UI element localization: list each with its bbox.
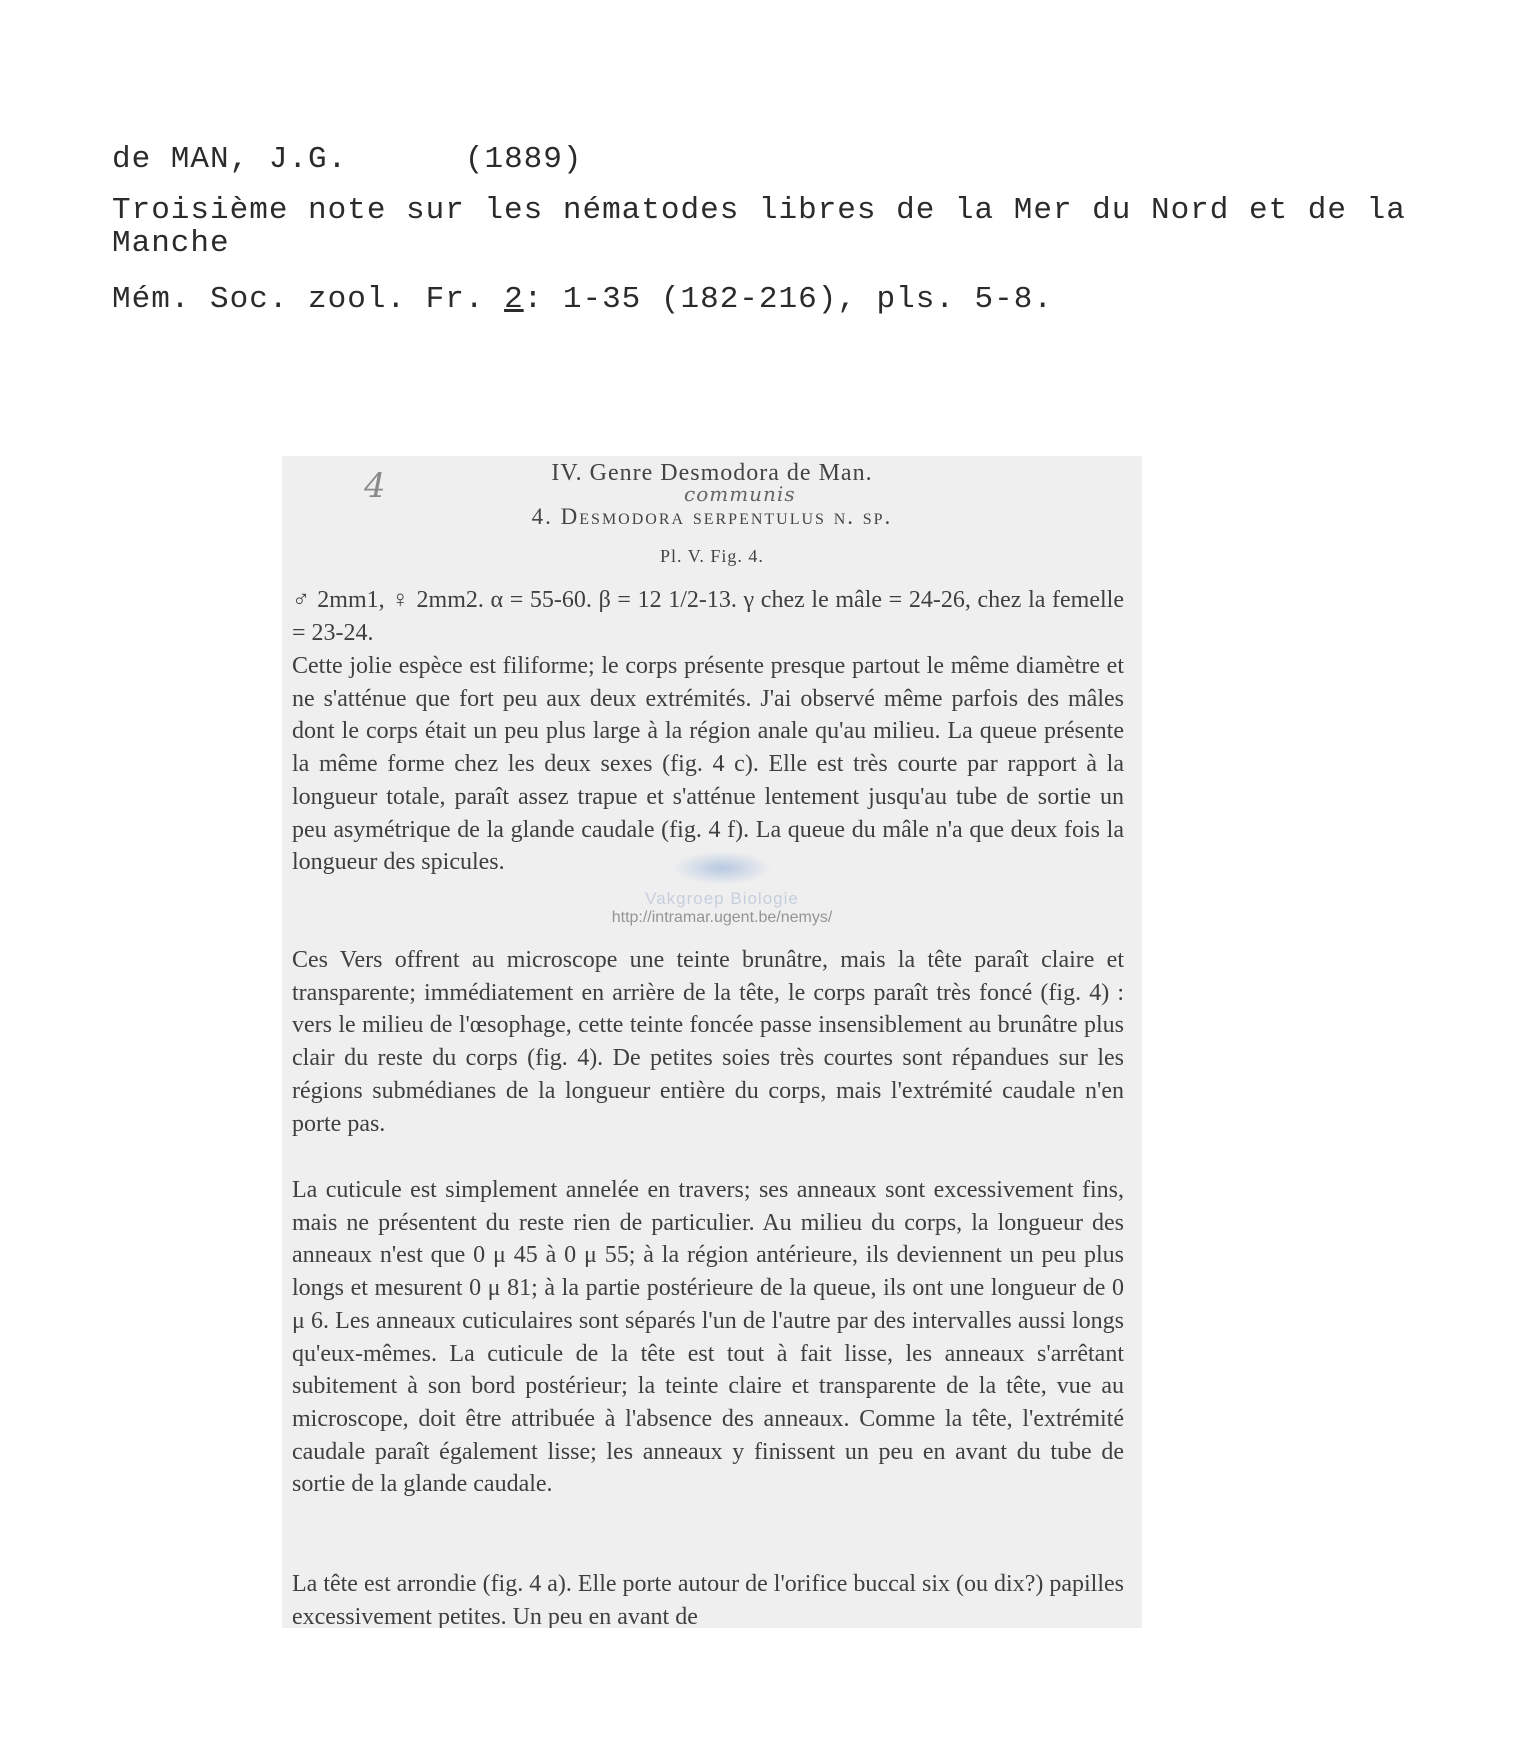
citation-year: (1889) bbox=[464, 142, 583, 177]
handwritten-number: 4 bbox=[364, 466, 386, 506]
paragraph-body-shape: Cette jolie espèce est filiforme; le corps présente presque partout le même diamètre et ne s'atténue que fort peu aux deux extrémités. J'ai observé même parfois des mâles dont le corps était un peu plus large à la région anale qu'au milieu. La queue présente la même forme chez les deux sexes (fig. 4 c). Elle est très courte par rapport à la longueur totale, paraît assez trapue et s'atténue lentement jusqu'au tube de sortie un peu asymétrique de la glande caudale (fig. 4 f). La queue du mâle n'a que deux fois la longueur des spicules. bbox=[292, 653, 1124, 876]
journal-pages: : 1-35 (182-216), pls. 5-8. bbox=[523, 282, 1053, 317]
handwritten-note: communis bbox=[684, 482, 796, 506]
citation-author-year bbox=[112, 142, 583, 177]
citation-journal bbox=[112, 282, 1053, 317]
paragraph-head: La tête est arrondie (fig. 4 a). Elle porte autour de l'orifice buccal six (ou dix?) papilles excessivement petites. Un peu en avant de bbox=[292, 1571, 1124, 1628]
watermark-text: Vakgroep Biologie bbox=[645, 889, 799, 908]
article-clipping bbox=[282, 456, 1142, 1628]
species-heading: 4. Desmodora serpentulus n. sp. bbox=[531, 504, 893, 529]
citation-title-line1: Troisième note sur les nématodes libres de la Mer du Nord et de la bbox=[112, 193, 1406, 228]
paragraph-cuticle: La cuticule est simplement annelée en travers; ses anneaux sont excessivement fins, mais ne présentent du reste rien de particulier. Au milieu du corps, la longueur des anneaux n'est que 0 μ 45 à 0 μ 55; à la région antérieure, ils deviennent un peu plus longs et mesurent 0 μ 81; à la partie postérieure de la queue, ils ont une longueur de 0 μ 6. Les anneaux cuticulaires sont séparés l'un de l'autre par des intervalles aussi longs qu'eux-mêmes. La cuticule de la tête est tout à fait lisse, les anneaux s'arrêtant subitement à son bord postérieur; la teinte claire et transparente de la tête, vue au microscope, doit être attribuée à l'absence des anneaux. Comme la tête, l'extrémité caudale paraît également lisse; les anneaux y finissent un peu en avant du tube de sortie de la glande caudale. bbox=[292, 1177, 1124, 1498]
paragraph-measurements: ♂ 2mm1, ♀ 2mm2. α = 55-60. β = 12 1/2-13. γ chez le mâle = 24-26, chez la femelle = 23-24. bbox=[292, 587, 1124, 646]
journal-name: Mém. Soc. zool. Fr. bbox=[112, 282, 505, 317]
watermark-url: http://intramar.ugent.be/nemys/ bbox=[611, 909, 833, 926]
citation-title-line2: Manche bbox=[112, 226, 230, 261]
journal-volume: 2 bbox=[504, 282, 524, 317]
citation-author: de MAN, J.G. bbox=[112, 142, 348, 177]
genus-heading: IV. Genre Desmodora de Man. bbox=[551, 460, 873, 486]
paragraph-coloration: Ces Vers offrent au microscope une teinte brunâtre, mais la tête paraît claire et transparente; immédiatement en arrière de la tête, le corps paraît très foncé (fig. 4) : vers le milieu de l'œsophage, cette teinte foncée passe insensiblement au brunâtre plus clair du reste du corps (fig. 4). De petites soies très courtes sont répandues sur les régions submédianes de la longueur entière du corps, mais l'extrémité caudale n'en porte pas. bbox=[292, 947, 1124, 1137]
plate-reference: Pl. V. Fig. 4. bbox=[660, 546, 764, 566]
